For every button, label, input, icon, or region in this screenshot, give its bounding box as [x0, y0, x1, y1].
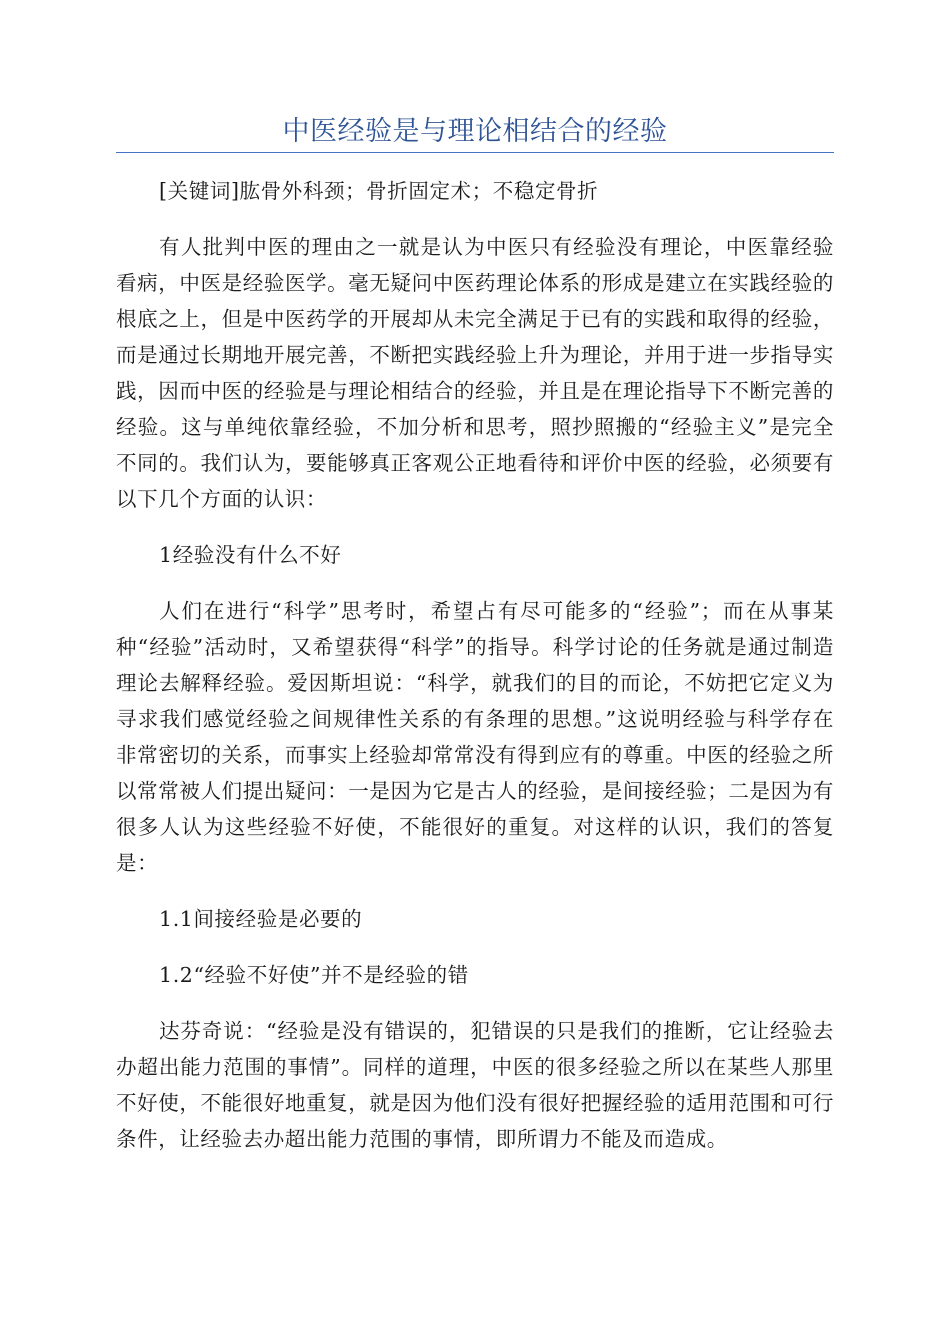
subsection-heading-1-2: 1.2“经验不好使”并不是经验的错 — [159, 963, 469, 987]
document-title: 中医经验是与理论相结合的经验 — [282, 116, 668, 147]
subsection-heading-1-1: 1.1间接经验是必要的 — [159, 907, 363, 931]
section-heading-1: 1经验没有什么不好 — [159, 543, 342, 567]
title-underline — [116, 152, 834, 153]
keywords-line: [关键词]肱骨外科颈；骨折固定术；不稳定骨折 — [159, 179, 599, 203]
document-page — [116, 112, 834, 1157]
paragraph-subsection-1-2: 达芬奇说：“经验是没有错误的，犯错误的只是我们的推断，它让经验去办超出能力范围的事情”。同样的道理，中医的很多经验之所以在某些人那里不好使，不能很好地重复，就是因为他们没有很好把握经验的适用范围和可行条件，让经验去办超出能力范围的事情，即所谓力不能及而造成。 — [116, 1019, 834, 1151]
paragraph-intro: 有人批判中医的理由之一就是认为中医只有经验没有理论，中医靠经验看病，中医是经验医学。毫无疑问中医药理论体系的形成是建立在实践经验的根底之上，但是中医药学的开展却从未完全满足于已有的实践和取得的经验，而是通过长期地开展完善，不断把实践经验上升为理论，并用于进一步指导实践，因而中医的经验是与理论相结合的经验，并且是在理论指导下不断完善的经验。这与单纯依靠经验，不加分析和思考，照抄照搬的“经验主义”是完全不同的。我们认为，要能够真正客观公正地看待和评价中医的经验，必须要有以下几个方面的认识： — [116, 235, 834, 511]
paragraph-section-1: 人们在进行“科学”思考时，希望占有尽可能多的“经验”；而在从事某种“经验”活动时，又希望获得“科学”的指导。科学讨论的任务就是通过制造理论去解释经验。爱因斯坦说：“科学，就我们的目的而论，不妨把它定义为寻求我们感觉经验之间规律性关系的有条理的思想。”这说明经验与科学存在非常密切的关系，而事实上经验却常常没有得到应有的尊重。中医的经验之所以常常被人们提出疑问：一是因为它是古人的经验，是间接经验；二是因为有很多人认为这些经验不好使，不能很好的重复。对这样的认识，我们的答复是： — [116, 599, 834, 875]
